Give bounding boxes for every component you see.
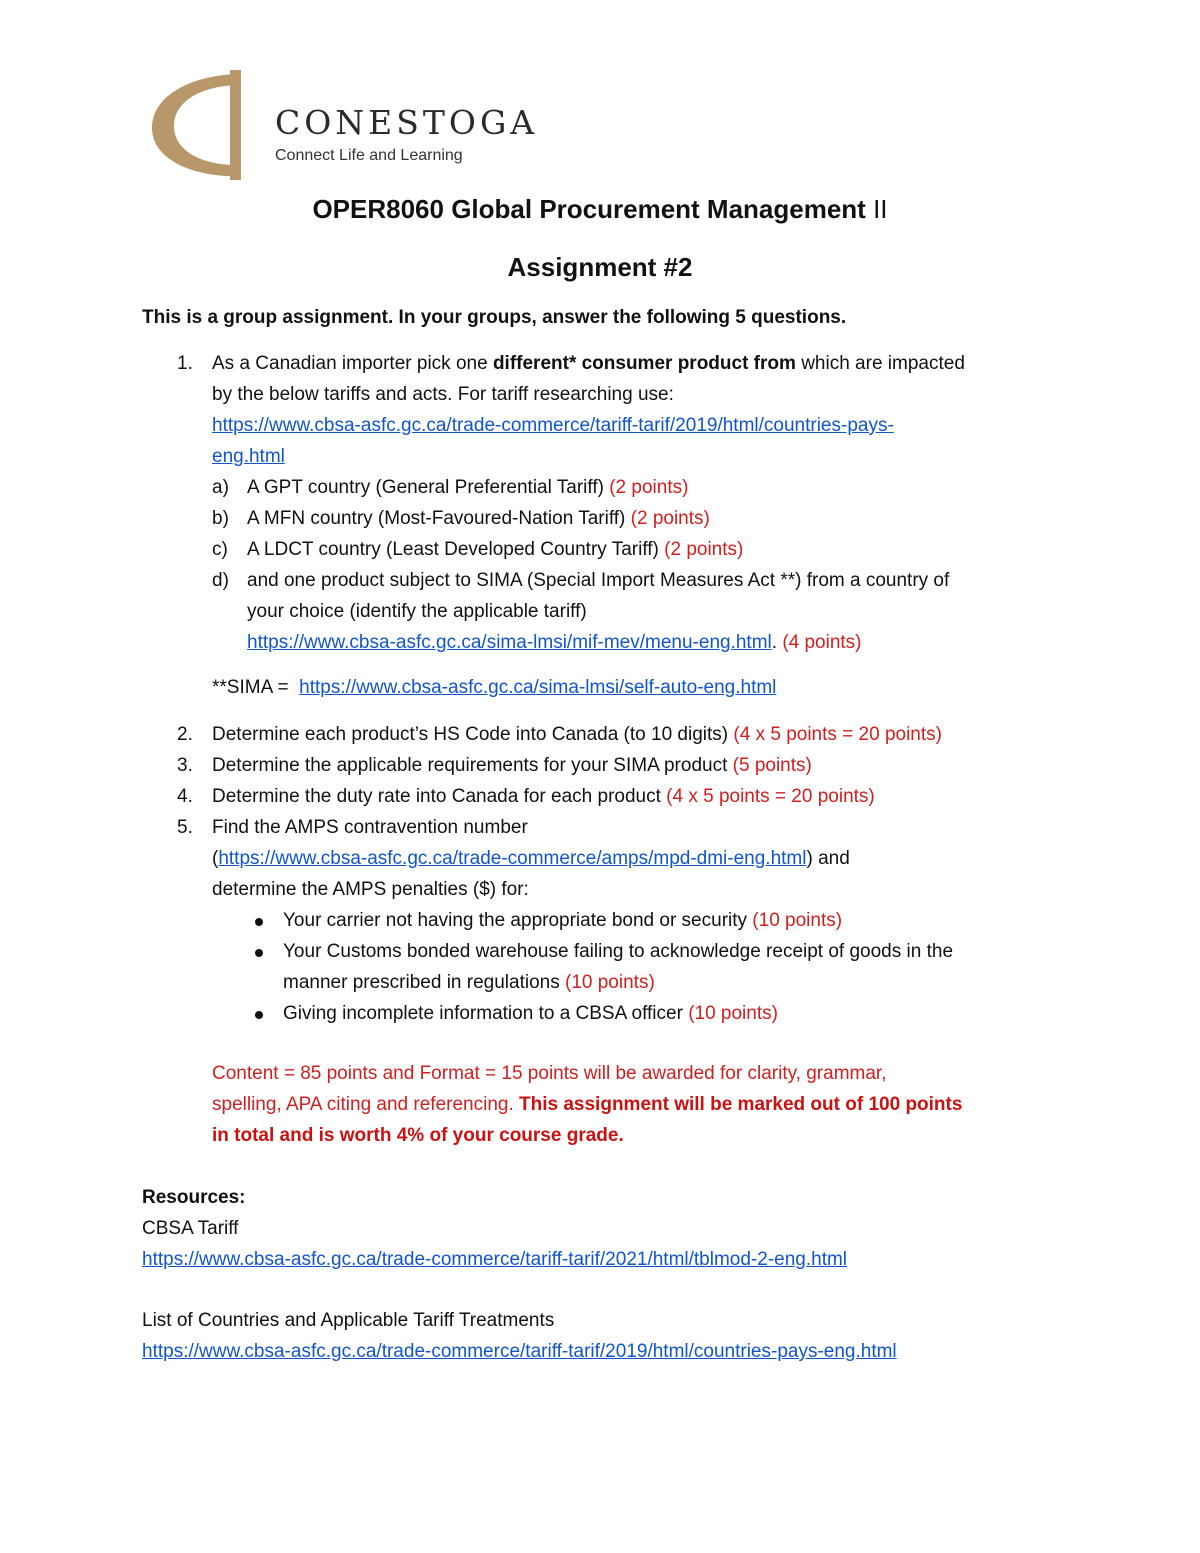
q1a-text: A GPT country (General Preferential Tariff) <box>247 477 604 498</box>
q4-text: Determine the duty rate into Canada for each product <box>212 786 661 807</box>
q1d-points: (4 points) <box>782 632 862 653</box>
q3-number: 3. <box>177 755 193 776</box>
resources-heading: Resources: <box>142 1187 246 1208</box>
q1b-points: (2 points) <box>630 508 710 529</box>
bullet-icon <box>255 918 263 926</box>
q1-line2: by the below tariffs and acts. For tariff researching use: <box>212 384 674 405</box>
q5-close: ) and <box>806 848 850 869</box>
q1d-dot: . <box>771 632 778 653</box>
q5-line3: determine the AMPS penalties ($) for: <box>212 879 529 900</box>
resource-link-countries[interactable]: https://www.cbsa-asfc.gc.ca/trade-commerce/tariff-tarif/2019/html/countries-pays-eng.html <box>142 1341 897 1362</box>
q1d-text: and one product subject to SIMA (Special Import Measures Act **) from a country of <box>247 570 950 591</box>
grading-line2-bold: This assignment will be marked out of 100 points <box>519 1094 963 1115</box>
q3-text: Determine the applicable requirements for your SIMA product <box>212 755 728 776</box>
q4-number: 4. <box>177 786 193 807</box>
bullet-icon <box>255 1011 263 1019</box>
resource-link-cbsa-tariff[interactable]: https://www.cbsa-asfc.gc.ca/trade-commerce/tariff-tarif/2021/html/tblmod-2-eng.html <box>142 1249 848 1270</box>
q5-number: 5. <box>177 817 193 838</box>
grading-line3: in total and is worth 4% of your course grade. <box>212 1125 624 1146</box>
conestoga-c-logo-icon <box>144 70 254 180</box>
q1b-text: A MFN country (Most-Favoured-Nation Tariff) <box>247 508 626 529</box>
q3-line <box>212 751 812 781</box>
q5-b1-text: Your carrier not having the appropriate bond or security <box>283 910 748 931</box>
q1-url-line2[interactable] <box>212 442 285 472</box>
q4-line <box>212 782 875 812</box>
q5-bullet2-line1: Your Customs bonded warehouse failing to acknowledge receipt of goods in the <box>283 941 954 962</box>
q1d-letter: d) <box>212 570 229 591</box>
q1d-sima-link[interactable]: https://www.cbsa-asfc.gc.ca/sima-lmsi/mif-mev/menu-eng.html <box>247 632 772 653</box>
q5-b2-text: manner prescribed in regulations <box>283 972 560 993</box>
q1-number: 1. <box>177 353 193 374</box>
q5-line1: Find the AMPS contravention number <box>212 817 528 838</box>
grading-line2 <box>212 1090 962 1120</box>
q1-tariff-link-cont[interactable]: eng.html <box>212 446 285 467</box>
q1b-item <box>247 504 710 534</box>
resource-label-countries: List of Countries and Applicable Tariff Treatments <box>142 1310 555 1331</box>
q1-text-a: As a Canadian importer pick one <box>212 353 488 374</box>
q2-number: 2. <box>177 724 193 745</box>
q1a-item <box>247 473 688 503</box>
sima-link[interactable]: https://www.cbsa-asfc.gc.ca/sima-lmsi/self-auto-eng.html <box>299 677 777 698</box>
resource-link1-row[interactable] <box>142 1245 847 1275</box>
q1-url-line1[interactable] <box>212 411 894 441</box>
course-title <box>0 193 1200 225</box>
q1c-points: (2 points) <box>664 539 744 560</box>
grading-line1: Content = 85 points and Format = 15 points will be awarded for clarity, grammar, <box>212 1063 887 1084</box>
q2-points: (4 x 5 points = 20 points) <box>733 724 942 745</box>
q1-tariff-link[interactable]: https://www.cbsa-asfc.gc.ca/trade-commerce/tariff-tarif/2019/html/countries-pays- <box>212 415 894 436</box>
q5-bullet3 <box>283 999 778 1029</box>
q1d-line3 <box>247 628 862 658</box>
q2-text: Determine each product’s HS Code into Canada (to 10 digits) <box>212 724 729 745</box>
q5-bullet1 <box>283 906 842 936</box>
q5-bullet2-line2 <box>283 968 655 998</box>
q1d-line2: your choice (identify the applicable tariff) <box>247 601 587 622</box>
q5-b3-points: (10 points) <box>688 1003 778 1024</box>
sima-definition <box>212 673 776 703</box>
q4-points: (4 x 5 points = 20 points) <box>666 786 875 807</box>
q1b-letter: b) <box>212 508 229 529</box>
q3-points: (5 points) <box>732 755 812 776</box>
assignment-title: Assignment #2 <box>507 252 693 282</box>
q1c-item <box>247 535 743 565</box>
q5-b3-text: Giving incomplete information to a CBSA officer <box>283 1003 683 1024</box>
course-title-suffix: II <box>873 194 888 224</box>
q1a-letter: a) <box>212 477 229 498</box>
q1-text-emphasis: different* consumer product from <box>492 353 796 374</box>
q5-open-paren: ( <box>212 848 219 869</box>
q1-line1 <box>212 349 965 379</box>
q1a-points: (2 points) <box>609 477 689 498</box>
q1-text-c: which are impacted <box>801 353 965 374</box>
q1c-letter: c) <box>212 539 228 560</box>
resource-label-cbsa-tariff: CBSA Tariff <box>142 1218 239 1239</box>
conestoga-logo <box>144 70 564 180</box>
q5-b2-points: (10 points) <box>565 972 655 993</box>
grading-line2-normal: spelling, APA citing and referencing. <box>212 1094 514 1115</box>
q5-amps-link[interactable]: https://www.cbsa-asfc.gc.ca/trade-commerce/amps/mpd-dmi-eng.html <box>218 848 807 869</box>
bullet-icon <box>255 949 263 957</box>
q5-line2 <box>212 844 850 874</box>
sima-label: **SIMA = <box>212 677 289 698</box>
intro-text: This is a group assignment. In your groups, answer the following 5 questions. <box>142 307 847 328</box>
logo-name: CONESTOGA <box>275 103 539 142</box>
course-title-text: OPER8060 Global Procurement Management <box>312 194 866 224</box>
resource-link2-row[interactable] <box>142 1337 897 1367</box>
q2-line <box>212 720 942 750</box>
q5-b1-points: (10 points) <box>752 910 843 931</box>
logo-tagline: Connect Life and Learning <box>275 147 463 164</box>
q1c-text: A LDCT country (Least Developed Country Tariff) <box>247 539 659 560</box>
